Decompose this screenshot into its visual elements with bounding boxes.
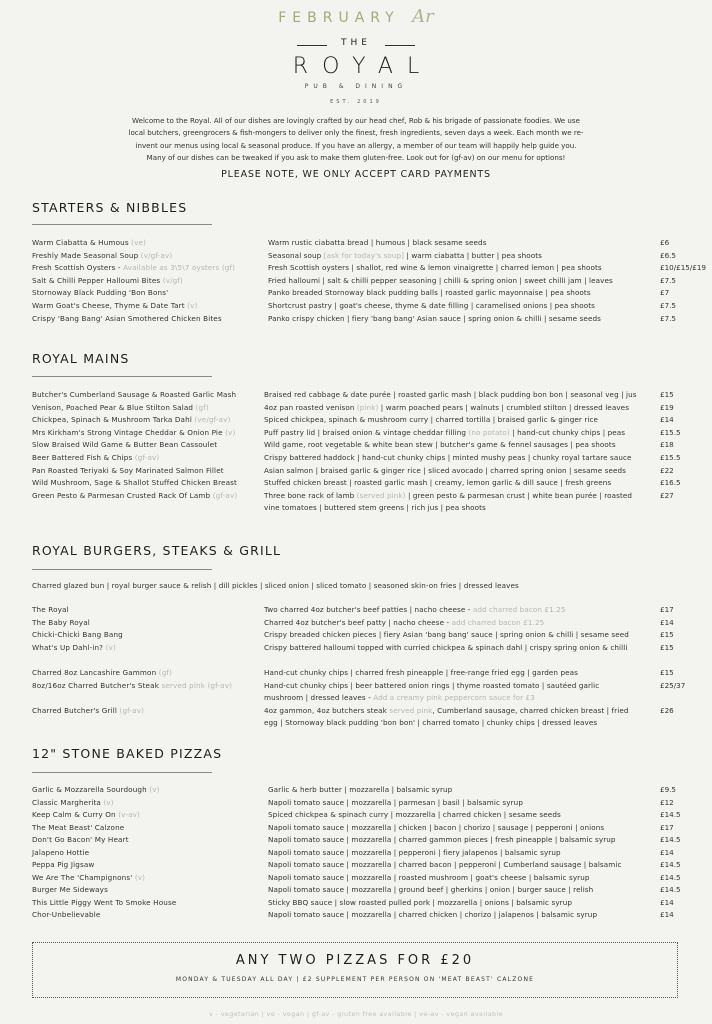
dietary-tag: (ve) <box>131 238 147 247</box>
item-description <box>268 847 561 860</box>
item-desc: 4oz pan roasted venison <box>264 402 355 412</box>
dietary-tag: (gf) <box>158 668 173 677</box>
item-description <box>264 439 616 452</box>
item-desc: Spiced chickpea, spinach & mushroom curry | charred tortilla | braised garlic & ginger rice <box>264 415 599 425</box>
item-desc: Napoli tomato sauce | mozzarella | ground beef | gherkins | onion | burger sauce | relish <box>268 885 594 894</box>
item-price: £17 <box>660 605 674 614</box>
item-name-wrap <box>32 784 160 797</box>
item-name-wrap <box>32 275 183 288</box>
menu-item <box>0 604 712 617</box>
item-description <box>264 667 578 680</box>
item-name-wrap <box>32 629 123 642</box>
item-name: Don't Go Bacon' My Heart <box>32 835 129 844</box>
menu-item <box>0 859 712 872</box>
item-price: £10/£15/£19 <box>660 263 706 273</box>
item-name-wrap <box>32 884 108 897</box>
burger-intro: Charred glazed bun | royal burger sauce & relish | dill pickles | sliced onion | sliced tomato | seasoned skin-on fries | dressed leaves <box>32 581 519 590</box>
section-title-starters: STARTERS & NIBBLES <box>32 200 188 215</box>
menu-item <box>0 275 712 288</box>
item-name-wrap <box>32 667 172 680</box>
item-desc: Crispy battered halloumi topped with curried chickpea & spinach dahl | crispy spring onion & chilli <box>264 642 628 652</box>
item-name-wrap <box>32 872 145 885</box>
dietary-tag: (v) <box>225 427 236 437</box>
item-desc: Napoli tomato sauce | mozzarella | chicken | bacon | chorizo | sausage | pepperoni | onions <box>268 822 605 832</box>
item-name-wrap <box>32 617 90 630</box>
item-note: add charred bacon £1.25 <box>451 617 545 627</box>
item-price: £15 <box>660 642 674 652</box>
menu-item <box>0 250 712 263</box>
section-rule <box>32 224 212 225</box>
item-description-line2 <box>264 692 535 705</box>
item-name-wrap <box>32 705 144 718</box>
dietary-tag: served pink (gf-av) <box>161 680 233 690</box>
item-desc: Hand-cut chunky chips | beer battered onion rings | thyme roasted tomato | sautéed garlic <box>264 680 600 690</box>
dietary-tag: (v) <box>134 872 146 882</box>
menu-item <box>0 680 712 693</box>
menu-item <box>0 822 712 835</box>
item-desc: Stuffed chicken breast | roasted garlic mash | creamy, lemon garlic & dill sauce | fresh greens <box>264 478 612 488</box>
item-name-wrap <box>32 847 89 860</box>
item-name: Charred 8oz Lancashire Gammon <box>32 668 157 677</box>
item-name: Burger Me Sideways <box>32 885 108 894</box>
item-price: £14 <box>660 910 674 919</box>
item-name: 8oz/16oz Charred Butcher's Steak <box>32 680 160 690</box>
section-rule <box>32 376 212 377</box>
menu-item <box>0 797 712 810</box>
dietary-tag: (v) <box>103 797 114 807</box>
logo-name: ROYAL <box>292 54 434 79</box>
item-name: Garlic & Mozzarella Sourdough <box>32 785 147 794</box>
item-description <box>268 313 601 326</box>
item-name-wrap <box>32 287 168 300</box>
item-desc: Two charred 4oz butcher's beef patties | nacho cheese - <box>264 605 471 614</box>
item-price: £14 <box>660 897 674 907</box>
menu-item <box>0 414 712 427</box>
item-description <box>268 287 591 300</box>
item-name-wrap <box>32 909 100 922</box>
item-price: £6 <box>660 238 670 247</box>
offer-subtitle: MONDAY & TUESDAY ALL DAY | £2 SUPPLEMENT PER PERSON ON 'MEAT BEAST' CALZONE <box>175 976 535 983</box>
item-name: The Royal <box>32 605 69 614</box>
item-name-wrap <box>32 402 209 415</box>
item-price: £7.5 <box>660 275 677 285</box>
item-name-wrap <box>32 262 235 275</box>
menu-item <box>0 300 712 313</box>
item-name: Butcher's Cumberland Sausage & Roasted Garlic Mash <box>32 390 237 399</box>
item-desc-tail: | green pesto & parmesan crust | white bean purée | roasted <box>407 490 633 500</box>
item-name-wrap <box>32 477 237 490</box>
item-note: (pink) <box>356 402 379 412</box>
item-description <box>268 834 616 847</box>
item-price: £22 <box>660 465 674 475</box>
item-name: What's Up Dahl-in? <box>32 642 104 652</box>
item-desc: Warm rustic ciabatta bread | humous | black sesame seeds <box>268 238 487 247</box>
menu-item <box>0 667 712 680</box>
item-price: £14.5 <box>660 872 681 882</box>
dietary-tag: (gf-av) <box>212 490 238 500</box>
dietary-tag: (v) <box>149 785 160 794</box>
item-description <box>268 797 523 810</box>
item-desc: Panko breaded Stornoway black pudding balls | roasted garlic mayonnaise | pea shoots <box>268 288 591 298</box>
item-name: Chor-Unbelievable <box>32 910 101 919</box>
item-name-wrap <box>32 897 176 910</box>
item-desc-tail: | warm ciabatta | butter | pea shoots <box>406 250 543 260</box>
item-note: add charred bacon £1.25 <box>472 605 566 614</box>
item-desc: Shortcrust pastry | goat's cheese, thyme & date filling | caramelised onions | pea shoots <box>268 301 595 310</box>
logo-the: THE <box>341 38 371 48</box>
menu-item <box>0 884 712 897</box>
item-name-wrap <box>32 452 159 465</box>
item-note: Add a creamy pink peppercorn sauce for £3 <box>373 693 535 703</box>
item-price: £14.5 <box>660 885 681 894</box>
item-desc: Napoli tomato sauce | mozzarella | pepperoni | fiery jalapenos | balsamic syrup <box>268 847 561 857</box>
item-description <box>264 389 637 402</box>
item-description <box>264 427 625 440</box>
item-name: Slow Braised Wild Game & Butter Bean Cassoulet <box>32 440 218 450</box>
item-desc: Braised red cabbage & date purée | roasted garlic mash | black pudding bon bon | seasonal veg | jus <box>264 390 637 399</box>
item-desc: Asian salmon | braised garlic & ginger rice | sliced avocado | charred spring onion | sesame seeds <box>264 465 627 475</box>
item-name-wrap <box>32 604 69 617</box>
item-name: Fresh Scottish Oysters - <box>32 263 121 273</box>
dietary-tag: (v) <box>187 301 198 310</box>
item-description <box>264 477 611 490</box>
item-name: Crispy 'Bang Bang' Asian Smothered Chicken Bites <box>32 313 222 323</box>
item-description <box>268 897 572 910</box>
item-name: Wild Mushroom, Sage & Shallot Stuffed Chicken Breast <box>32 478 238 488</box>
item-desc: Napoli tomato sauce | mozzarella | charred bacon | pepperoni | Cumberland sausage | balsamic <box>268 860 622 869</box>
menu-item-continued <box>0 717 712 730</box>
item-name-wrap <box>32 414 231 427</box>
item-price: £26 <box>660 705 674 715</box>
item-name: Jalapeno Hottie <box>32 847 90 857</box>
item-price: £7 <box>660 288 670 298</box>
item-description-line2 <box>264 502 486 515</box>
item-name: Classic Margherita <box>32 797 101 807</box>
item-price: £14 <box>660 847 674 857</box>
item-description <box>264 465 626 478</box>
dietary-legend: v - vegetarian | ve - vegan | gf-av - gluten free available | ve-av - vegan available <box>208 1010 504 1018</box>
item-price: £15.5 <box>660 453 681 462</box>
menu-item <box>0 629 712 642</box>
item-price: £14.5 <box>660 810 681 819</box>
item-price: £6.5 <box>660 250 677 260</box>
item-desc: Seasonal soup <box>268 250 322 260</box>
item-name: Venison, Poached Pear & Blue Stilton Salad <box>32 402 194 412</box>
item-description <box>268 884 593 897</box>
item-desc: Napoli tomato sauce | mozzarella | parmesan | basil | balsamic syrup <box>268 797 523 807</box>
item-description <box>264 617 544 630</box>
item-price: £14 <box>660 415 674 425</box>
menu-item <box>0 313 712 326</box>
item-price: £15 <box>660 668 674 677</box>
item-description <box>264 452 632 465</box>
menu-item <box>0 402 712 415</box>
logo-subtitle: PUB & DINING <box>304 83 408 90</box>
item-desc: Three bone rack of lamb <box>264 490 355 500</box>
item-name-wrap <box>32 439 217 452</box>
item-desc: Garlic & herb butter | mozzarella | balsamic syrup <box>268 785 453 794</box>
item-desc: Fresh Scottish oysters | shallot, red wine & lemon vinaigrette | charred lemon | pea shoots <box>268 263 602 273</box>
menu-item <box>0 439 712 452</box>
item-desc: Puff pastry lid | braised onion & vintage cheddar filling <box>264 427 467 437</box>
dietary-tag: (v-av) <box>118 810 141 819</box>
item-desc: Wild game, root vegetable & white bean stew | butcher's game & fennel sausages | pea shoots <box>264 440 616 450</box>
item-price: £18 <box>660 440 674 450</box>
item-price: £7.5 <box>660 313 677 323</box>
menu-item <box>0 237 712 250</box>
section-title-grill: ROYAL BURGERS, STEAKS & GRILL <box>32 543 282 558</box>
item-description <box>264 402 629 415</box>
item-desc: Hand-cut chunky chips | charred fresh pineapple | free-range fried egg | garden peas <box>264 668 578 677</box>
item-desc: Crispy battered haddock | hand-cut chunky chips | minted mushy peas | chunky royal tartare sauce <box>264 453 632 462</box>
menu-item <box>0 427 712 440</box>
item-desc: Panko crispy chicken | fiery 'bang bang' Asian sauce | spring onion & chilli | sesame seeds <box>268 313 601 323</box>
item-price: £15.5 <box>660 427 681 437</box>
menu-item-continued <box>0 692 712 705</box>
item-description <box>268 275 613 288</box>
section-title-pizzas: 12" STONE BAKED PIZZAS <box>32 746 223 761</box>
item-name: Mrs Kirkham's Strong Vintage Cheddar & Onion Pie <box>32 427 223 437</box>
menu-item <box>0 452 712 465</box>
item-description <box>268 872 590 885</box>
section-rule <box>32 569 212 570</box>
menu-item <box>0 642 712 655</box>
item-price: £12 <box>660 797 674 807</box>
item-description <box>268 909 597 922</box>
item-name: The Baby Royal <box>32 617 90 627</box>
item-description <box>264 604 566 617</box>
item-desc-tail: | warm poached pears | walnuts | crumbled stilton | dressed leaves <box>380 402 630 412</box>
item-name-wrap <box>32 427 235 440</box>
item-desc: Fried halloumi | salt & chilli pepper seasoning | chilli & spring onion | sweet chilli jam | leaves <box>268 275 613 285</box>
month-heading <box>0 6 712 27</box>
item-desc: Crispy breaded chicken pieces | fiery Asian 'bang bang' sauce | spring onion & chilli | sesame seed <box>264 630 629 639</box>
item-name: Charred Butcher's Grill <box>32 705 118 715</box>
item-name-wrap <box>32 642 116 655</box>
item-desc: egg | Stornoway black pudding 'bon bon' | charred tomato | chunky chips | dressed leaves <box>264 718 598 728</box>
item-price: £25/37 <box>660 680 686 690</box>
section-title-mains: ROYAL MAINS <box>32 351 130 366</box>
menu-item <box>0 287 712 300</box>
card-payment-note: PLEASE NOTE, WE ONLY ACCEPT CARD PAYMENTS <box>221 169 491 180</box>
menu-item-continued <box>0 502 712 515</box>
item-name: Beer Battered Fish & Chips <box>32 453 133 462</box>
offer-box <box>32 942 678 998</box>
menu-item <box>0 909 712 922</box>
item-description <box>268 784 452 797</box>
item-desc: Napoli tomato sauce | mozzarella | charred chicken | chorizo | jalapenos | balsamic syrup <box>268 910 598 919</box>
menu-item <box>0 784 712 797</box>
item-price: £14 <box>660 617 674 627</box>
item-name: This Little Piggy Went To Smoke House <box>32 897 177 907</box>
item-name-wrap <box>32 834 129 847</box>
item-description <box>264 705 629 718</box>
item-description <box>268 250 542 263</box>
intro-paragraph: Welcome to the Royal. All of our dishes are lovingly crafted by our head chef, Rob & his brigade of passionate foodies. We use local butchers, greengrocers & fish-mongers to deliver only the finest, fresh ingredients, seven days a week. Each month we re-invent our menus using local & seasonal produce. If you have an allergy, a member of our team will happily help guide you. Many of our dishes can be tweaked if you ask to make them gluten-free. Look out for (gf-av) on our menu for options! <box>128 116 584 163</box>
item-desc: Sticky BBQ sauce | slow roasted pulled pork | mozzarella | onions | balsamic syrup <box>268 897 573 907</box>
dietary-tag: (ve/gf-av) <box>194 415 231 425</box>
item-name-wrap <box>32 809 140 822</box>
item-desc: 4oz gammon, 4oz butchers steak <box>264 705 387 715</box>
dietary-tag: (v/gf) <box>162 275 184 285</box>
item-name: Peppa Pig Jigsaw <box>32 860 95 869</box>
item-name-wrap <box>32 465 224 478</box>
menu-item <box>0 705 712 718</box>
item-price: £14.5 <box>660 835 681 844</box>
item-desc: mushroom | dressed leaves - <box>264 693 371 703</box>
section-rule <box>32 772 212 773</box>
menu-item <box>0 897 712 910</box>
item-name-wrap <box>32 680 232 693</box>
item-desc: Charred 4oz butcher's beef patty | nacho cheese - <box>264 617 450 627</box>
item-name: The Meat Beast' Calzone <box>32 822 125 832</box>
item-price: £14.5 <box>660 860 681 869</box>
item-description <box>264 629 629 642</box>
item-description <box>264 680 599 693</box>
item-description <box>268 262 602 275</box>
menu-item <box>0 477 712 490</box>
item-price: £19 <box>660 402 674 412</box>
item-name-wrap <box>32 797 114 810</box>
item-name-wrap <box>32 490 237 503</box>
item-description <box>268 859 622 872</box>
item-name-wrap <box>32 250 172 263</box>
item-price: £27 <box>660 490 674 500</box>
item-desc: Napoli tomato sauce | mozzarella | charred gammon pieces | fresh pineapple | balsamic syrup <box>268 835 616 844</box>
item-desc: Spiced chickpea & spinach curry | mozzarella | charred chicken | sesame seeds <box>268 810 561 819</box>
item-description <box>268 300 595 313</box>
item-description <box>264 414 598 427</box>
month-label: FEBRUARY <box>278 10 400 26</box>
item-desc: vine tomatoes | buttered stem greens | rich jus | pea shoots <box>264 503 486 513</box>
item-name: Chicki-Chicki Bang Bang <box>32 630 123 639</box>
item-desc: Napoli tomato sauce | mozzarella | roasted mushroom | goat's cheese | balsamic syrup <box>268 872 590 882</box>
item-name: Green Pesto & Parmesan Crusted Rack Of Lamb <box>32 490 211 500</box>
item-name-wrap <box>32 237 146 250</box>
item-description <box>264 642 627 655</box>
month-signature: Ar <box>412 6 434 27</box>
item-price: £15 <box>660 390 674 399</box>
item-name-wrap <box>32 389 236 402</box>
item-price: £17 <box>660 822 674 832</box>
item-name: We Are The 'Champignons' <box>32 872 133 882</box>
logo-established: EST. 2019 <box>330 99 382 105</box>
dietary-tag: (gf) <box>195 402 209 412</box>
dietary-tag: (gf-av) <box>134 453 160 462</box>
menu-item <box>0 617 712 630</box>
dietary-tag: Available as 3\5\7 oysters (gf) <box>123 263 236 273</box>
item-price: £16.5 <box>660 478 681 488</box>
item-name: Warm Goat's Cheese, Thyme & Date Tart <box>32 301 185 310</box>
item-price: £7.5 <box>660 301 677 310</box>
menu-item <box>0 834 712 847</box>
item-name-wrap <box>32 313 222 326</box>
item-note: [ask for today's soup] <box>323 250 405 260</box>
menu-item <box>0 872 712 885</box>
dietary-tag: (gf-av) <box>119 705 145 715</box>
item-description-line2 <box>264 717 597 730</box>
item-note: (served pink) <box>356 490 406 500</box>
item-name: Salt & Chilli Pepper Halloumi Bites <box>32 275 161 285</box>
item-description <box>268 237 487 250</box>
item-name: Pan Roasted Teriyaki & Soy Marinated Salmon Fillet <box>32 465 224 475</box>
item-name: Freshly Made Seasonal Soup <box>32 250 139 260</box>
menu-item <box>0 389 712 402</box>
item-description <box>268 822 604 835</box>
menu-item <box>0 262 712 275</box>
dietary-tag: (v) <box>105 642 116 652</box>
item-description <box>268 809 561 822</box>
item-name-wrap <box>32 300 197 313</box>
item-name-wrap <box>32 822 124 835</box>
item-desc-tail: , Cumberland sausage, charred chicken breast | fried <box>432 705 629 715</box>
item-desc-tail: | hand-cut chunky chips | peas <box>512 427 626 437</box>
item-name: Stornoway Black Pudding 'Bon Bons' <box>32 288 169 298</box>
menu-item <box>0 465 712 478</box>
item-description <box>264 490 632 503</box>
item-name: Warm Ciabatta & Humous <box>32 238 129 247</box>
item-name-wrap <box>32 859 94 872</box>
dietary-tag: (v/gf-av) <box>140 250 173 260</box>
item-price: £9.5 <box>660 785 677 794</box>
menu-item <box>0 847 712 860</box>
item-name: Chickpea, Spinach & Mushroom Tarka Dahl <box>32 415 192 425</box>
menu-item <box>0 809 712 822</box>
item-note: (no potato) <box>468 427 510 437</box>
item-note: served pink <box>389 705 433 715</box>
offer-title: ANY TWO PIZZAS FOR £20 <box>235 953 475 968</box>
menu-item <box>0 490 712 503</box>
item-price: £15 <box>660 630 674 639</box>
item-name: Keep Calm & Curry On <box>32 810 116 819</box>
